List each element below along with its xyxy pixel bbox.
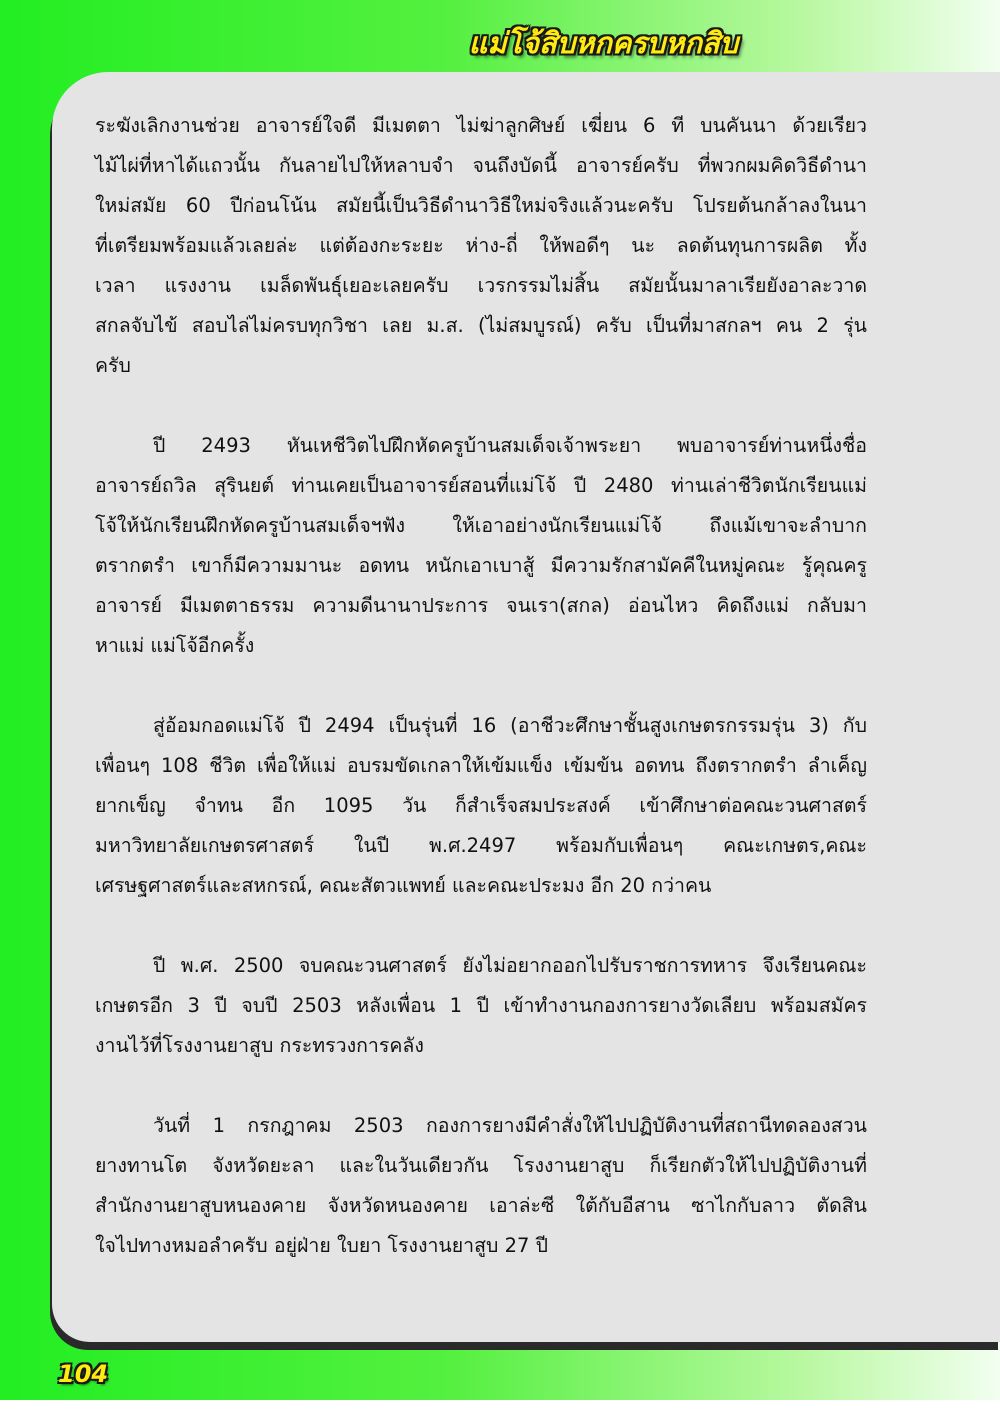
text-line: ยากเข็ญ จำทน อีก 1095 วัน ก็สำเร็จสมประสงค์ เข้าศึกษาต่อคณะวนศาสตร์ bbox=[95, 794, 867, 817]
text-line: อาจารย์ มีเมตตาธรรม ความดีนานาประการ จนเรา(สกล) อ่อนไหว คิดถึงแม่ กลับมา bbox=[95, 594, 867, 617]
text-line: สำนักงานยาสูบหนองคาย จังหวัดหนองคาย เอาล่ะซี ใต้กับอีสาน ซาไกกับลาว ตัดสิน bbox=[95, 1194, 867, 1217]
text-line: หาแม่ แม่โจ้อีกครั้ง bbox=[95, 634, 255, 657]
text-line: เกษตรอีก 3 ปี จบปี 2503 หลังเพื่อน 1 ปี เข้าทำงานกองการยางวัดเลียบ พร้อมสมัคร bbox=[95, 994, 867, 1017]
page-number: 104 bbox=[58, 1360, 109, 1388]
text-line: ปี 2493 หันเหชีวิตไปฝึกหัดครูบ้านสมเด็จเจ้าพระยา พบอาจารย์ท่านหนึ่งชื่อ bbox=[153, 434, 867, 457]
text-line: โจ้ให้นักเรียนฝึกหัดครูบ้านสมเด็จฯฟัง ให้เอาอย่างนักเรียนแม่โจ้ ถึงแม้เขาจะลำบาก bbox=[95, 514, 867, 537]
paragraph-2 bbox=[95, 426, 867, 666]
paragraph-4 bbox=[95, 946, 867, 1066]
text-line: มหาวิทยาลัยเกษตรศาสตร์ ในปี พ.ศ.2497 พร้อมกับเพื่อนๆ คณะเกษตร,คณะ bbox=[95, 834, 867, 857]
book-title-header: แม่โจ้สิบหกครบหกสิบ bbox=[468, 26, 738, 60]
text-line: วันที่ 1 กรกฎาคม 2503 กองการยางมีคำสั่งให้ไปปฏิบัติงานที่สถานีทดลองสวน bbox=[153, 1114, 867, 1137]
text-line: สู่อ้อมกอดแม่โจ้ ปี 2494 เป็นรุ่นที่ 16 (อาชีวะศึกษาชั้นสูงเกษตรกรรมรุ่น 3) กับ bbox=[153, 714, 867, 737]
text-line: เพื่อนๆ 108 ชีวิต เพื่อให้แม่ อบรมขัดเกลาให้เข้มแข็ง เข้มข้น อดทน ถึงตรากตรำ ลำเค็ญ bbox=[95, 754, 867, 777]
text-line: งานไว้ที่โรงงานยาสูบ กระทรวงการคลัง bbox=[95, 1034, 424, 1057]
text-line: ครับ bbox=[95, 354, 131, 377]
text-line: ตรากตรำ เขาก็มีความมานะ อดทน หนักเอาเบาสู้ มีความรักสามัคคีในหมู่คณะ รู้คุณครู bbox=[95, 554, 867, 577]
text-line: ปี พ.ศ. 2500 จบคณะวนศาสตร์ ยังไม่อยากออกไปรับราชการทหาร จึงเรียนคณะ bbox=[153, 954, 867, 977]
text-line: ไม้ไผ่ที่หาได้แถวนั้น กันลายไปให้หลาบจำ จนถึงบัดนี้ อาจารย์ครับ ที่พวกผมคิดวิธีดำนา bbox=[95, 154, 867, 177]
text-line: อาจารย์ถวิล สุรินยต์ ท่านเคยเป็นอาจารย์สอนที่แม่โจ้ ปี 2480 ท่านเล่าชีวิตนักเรียนแม่ bbox=[95, 474, 867, 497]
bottom-margin-strip bbox=[0, 1400, 1000, 1414]
text-line: เวลา แรงงาน เมล็ดพันธุ์เยอะเลยครับ เวรกรรมไม่สิ้น สมัยนั้นมาลาเรียยังอาละวาด bbox=[95, 274, 867, 297]
text-line: ใจไปทางหมอลำครับ อยู่ฝ่าย ใบยา โรงงานยาสูบ 27 ปี bbox=[95, 1234, 548, 1257]
paragraph-3 bbox=[95, 706, 867, 906]
paragraph-5 bbox=[95, 1106, 867, 1266]
text-line: ที่เตรียมพร้อมแล้วเลยล่ะ แต่ต้องกะระยะ ห่าง-ถี่ ให้พอดีๆ นะ ลดต้นทุนการผลิต ทั้ง bbox=[95, 234, 867, 257]
body-text bbox=[95, 106, 867, 1306]
text-line: เศรษฐศาสตร์และสหกรณ์, คณะสัตวแพทย์ และคณะประมง อีก 20 กว่าคน bbox=[95, 874, 712, 897]
text-line: ใหม่สมัย 60 ปีก่อนโน้น สมัยนี้เป็นวิธีดำนาวิธีใหม่จริงแล้วนะครับ โปรยต้นกล้าลงในนา bbox=[95, 194, 867, 217]
text-line: สกลจับไข้ สอบไล่ไม่ครบทุกวิชา เลย ม.ส. (ไม่สมบูรณ์) ครับ เป็นที่มาสกลฯ คน 2 รุ่น bbox=[95, 314, 867, 337]
text-line: ยางทานโต จังหวัดยะลา และในวันเดียวกัน โรงงานยาสูบ ก็เรียกตัวให้ไปปฏิบัติงานที่ bbox=[95, 1154, 867, 1177]
paragraph-1 bbox=[95, 106, 867, 386]
text-line: ระฆังเลิกงานช่วย อาจารย์ใจดี มีเมตตา ไม่ฆ่าลูกศิษย์ เฆี่ยน 6 ที บนคันนา ด้วยเรียว bbox=[95, 114, 867, 137]
